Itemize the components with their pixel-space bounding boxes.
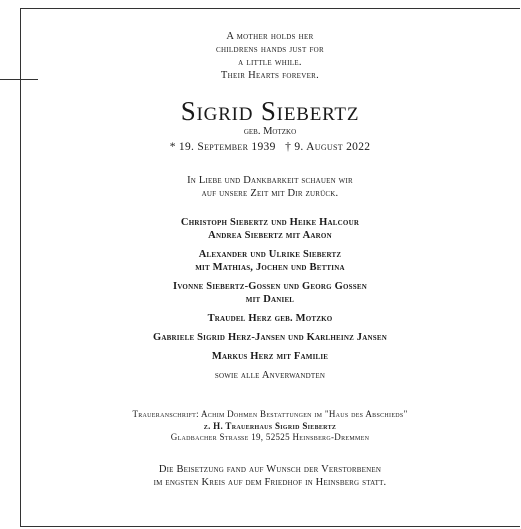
mourner-line: Andrea Siebertz mit Aaron xyxy=(208,230,332,241)
mourners-list xyxy=(20,216,520,382)
mourner-group xyxy=(20,216,520,242)
address-line: Traueranschrift: Achim Dohmen Bestattungen im "Haus des Abschieds" xyxy=(132,409,408,419)
obituary-content xyxy=(20,30,520,489)
life-dates: * 19. September 1939 † 9. August 2022 xyxy=(169,141,371,153)
poem-line: a little while. xyxy=(238,57,302,68)
mourner-group xyxy=(20,331,520,344)
deceased-name: Sigrid Siebertz xyxy=(180,96,360,126)
mourner-line: Gabriele Sigrid Herz-Jansen und Karlheinz Jansen xyxy=(153,332,387,343)
address-line: z. H. Trauerhaus Sigrid Siebertz xyxy=(203,420,337,431)
relatives-line: sowie alle Anverwandten xyxy=(214,370,326,381)
intro-line: In Liebe und Dankbarkeit schauen wir xyxy=(187,175,353,186)
poem-line: Their Hearts forever. xyxy=(220,70,320,81)
poem xyxy=(20,30,520,82)
mourner-line: mit Mathias, Jochen und Bettina xyxy=(195,262,345,273)
poem-line: childrens hands just for xyxy=(215,44,325,55)
maiden-name: geb. Motzko xyxy=(243,126,297,137)
intro-text xyxy=(20,174,520,200)
mourner-line: Alexander und Ulrike Siebertz xyxy=(198,249,342,260)
poem-line: A mother holds her xyxy=(226,31,314,42)
mourner-group xyxy=(20,248,520,274)
mourner-line: Ivonne Siebertz-Gossen und Georg Gossen xyxy=(173,281,367,292)
funeral-note xyxy=(20,463,520,489)
intro-line: auf unsere Zeit mit Dir zurück. xyxy=(201,188,339,199)
funeral-line: Die Beisetzung fand auf Wunsch der Verstorbenen xyxy=(158,463,382,475)
mourning-address xyxy=(20,409,520,444)
mourner-line: Christoph Siebertz und Heike Halcour xyxy=(180,217,360,228)
mourner-group xyxy=(20,280,520,306)
mourner-line: Traudel Herz geb. Motzko xyxy=(207,313,333,324)
funeral-line: im engsten Kreis auf dem Friedhof in Heinsberg statt. xyxy=(153,476,387,488)
address-line: Gladbacher Straße 19, 52525 Heinsberg-Dremmen xyxy=(170,432,370,442)
mourner-group xyxy=(20,350,520,363)
mourner-group xyxy=(20,312,520,325)
mourner-line: Markus Herz mit Familie xyxy=(211,351,329,362)
mourner-line: mit Daniel xyxy=(245,294,295,305)
